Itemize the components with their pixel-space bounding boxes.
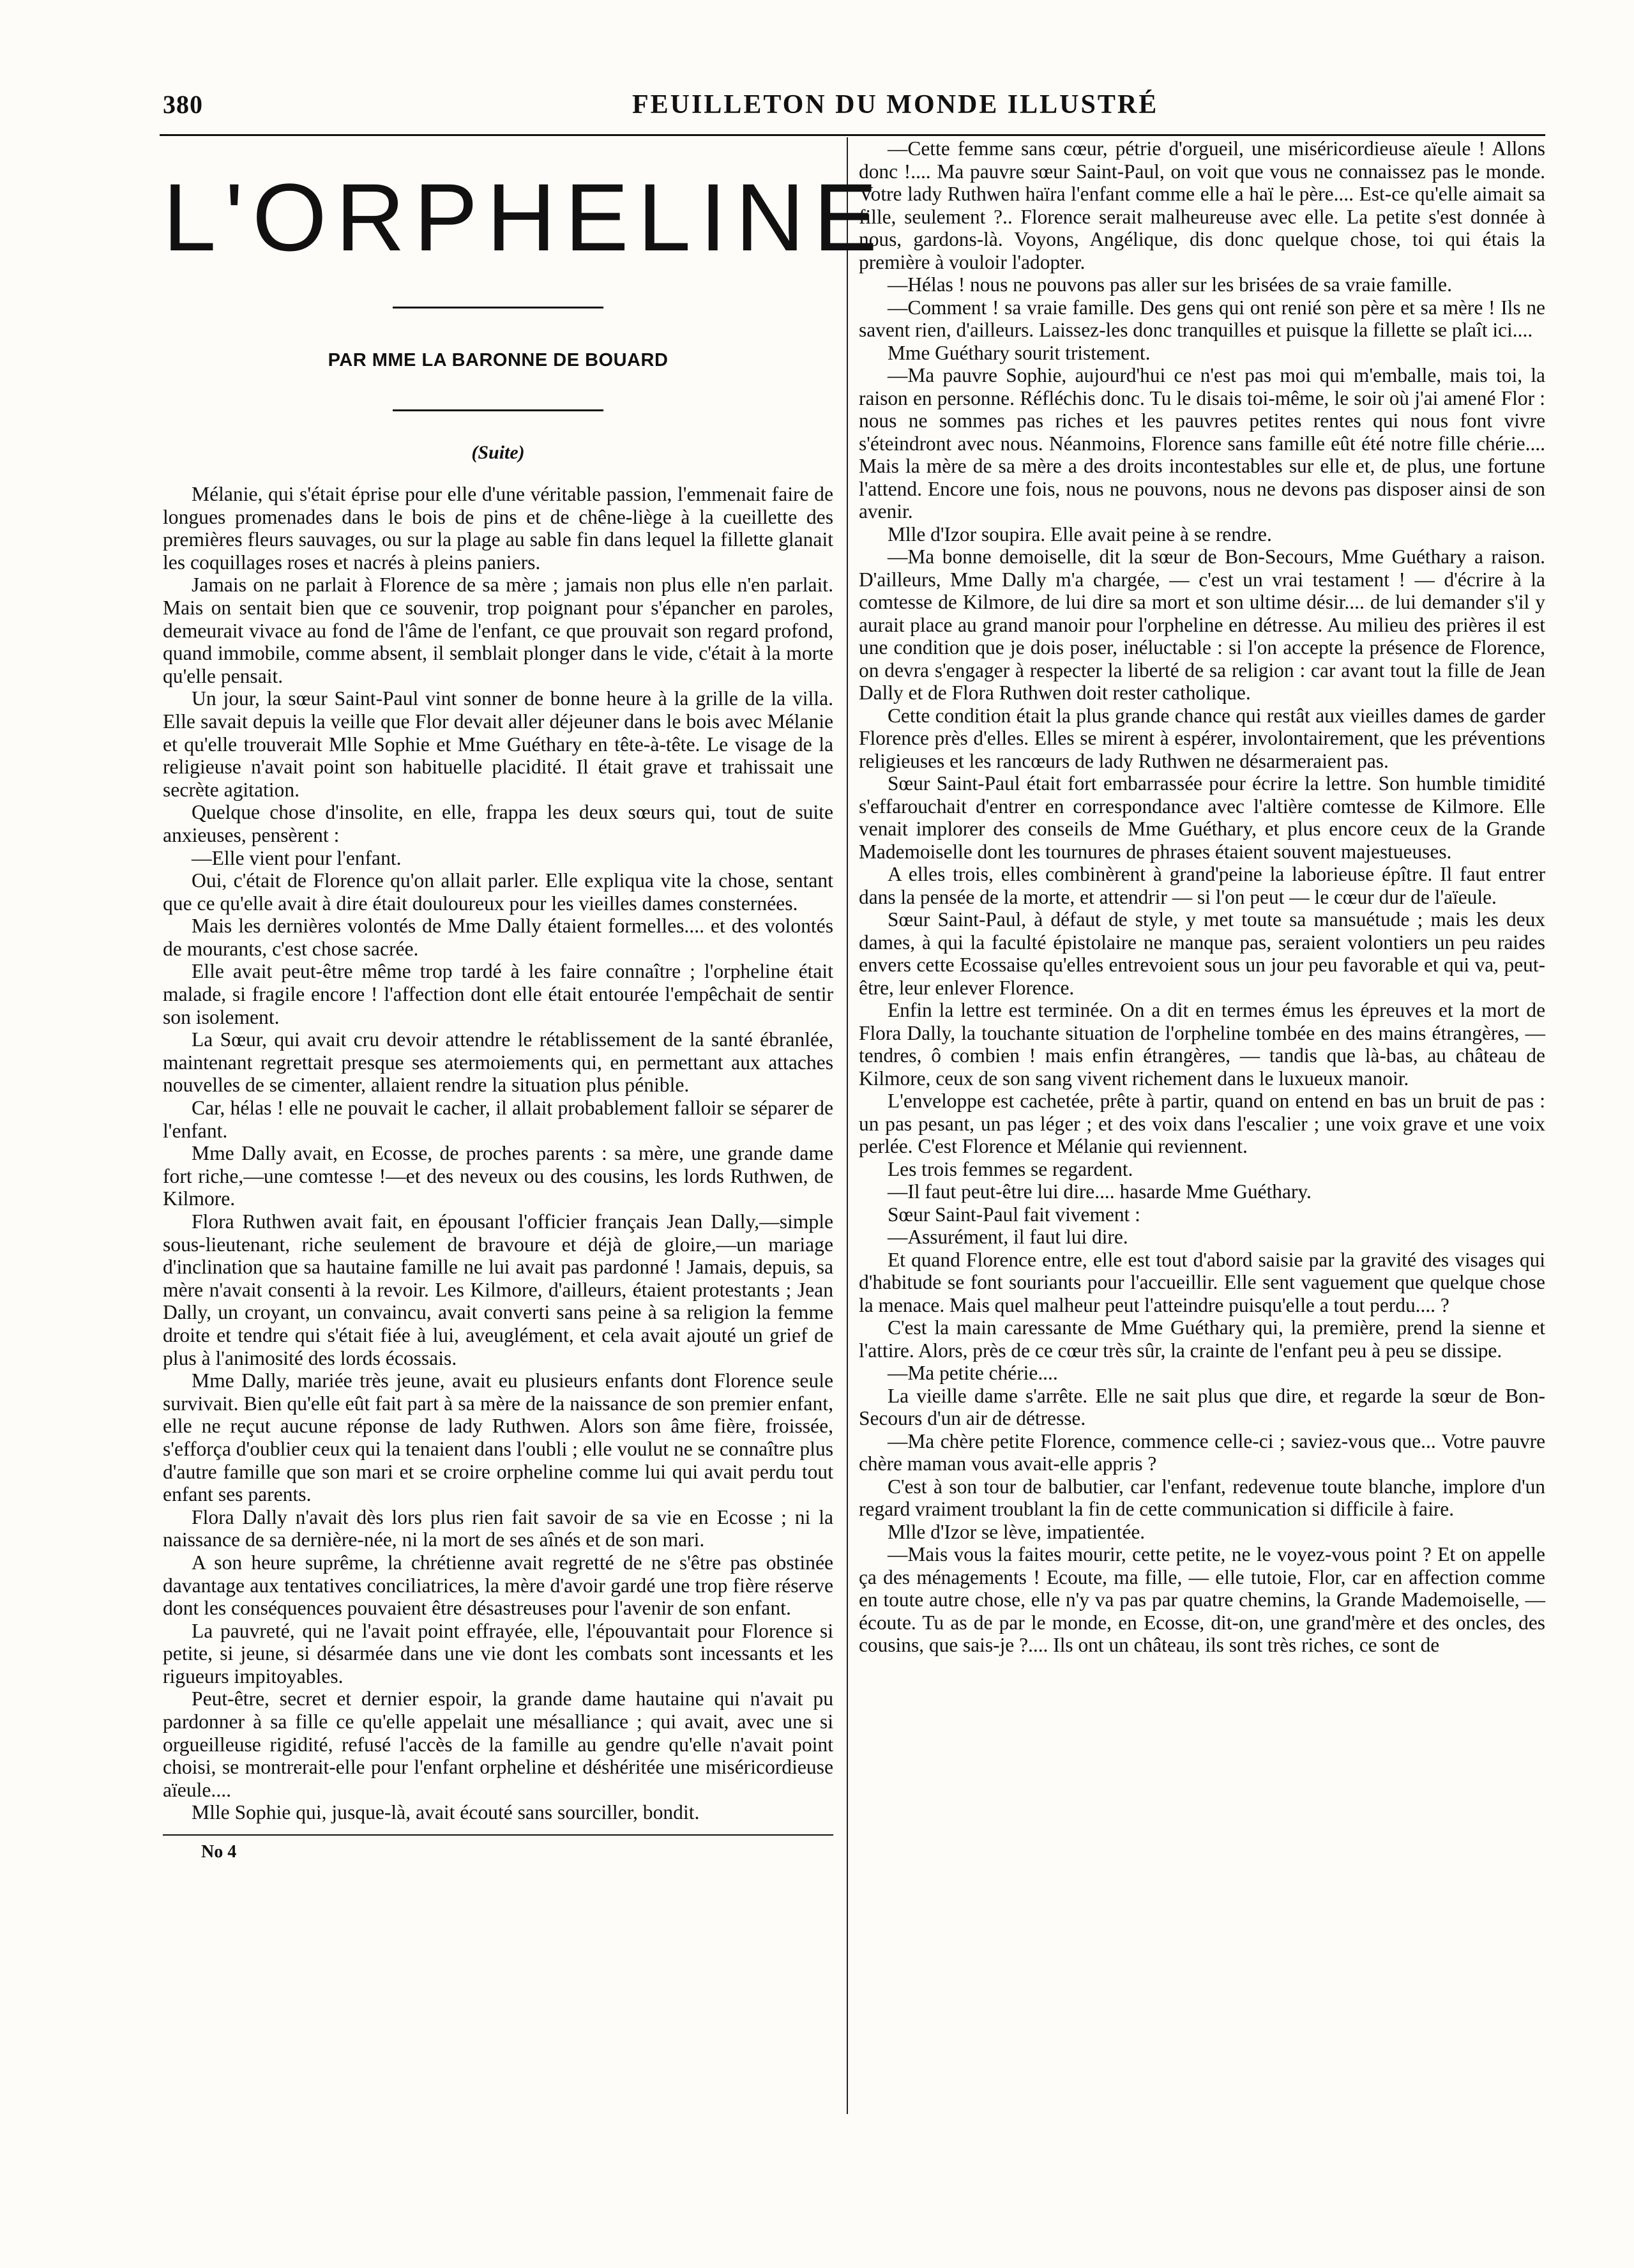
running-title: FEUILLETON DU MONDE ILLUSTRÉ [632, 90, 1159, 119]
paragraph: C'est à son tour de balbutier, car l'enfant, redevenue toute blanche, implore d'un regard vraiment troublant la fin de cette communication si difficile à faire. [859, 1475, 1545, 1520]
paragraph: —Il faut peut-être lui dire.... hasarde Mme Guéthary. [888, 1180, 1312, 1203]
paragraph: Les trois femmes se regardent. [888, 1157, 1133, 1180]
header-rule [160, 134, 1545, 136]
paragraph: Cette condition était la plus grande chance qui restât aux vieilles dames de garder Florence près d'elles. Elles se mirent à espérer, involontairement, que les préventions religieuses et les rancœurs de lady Ruthwen ne désarmeraient pas. [859, 704, 1545, 772]
paragraph: —Hélas ! nous ne pouvons pas aller sur les brisées de sa vraie famille. [888, 273, 1452, 296]
title-rule [393, 307, 603, 308]
paragraph: Mais les dernières volontés de Mme Dally étaient formelles.... et des volontés de mourants, c'est chose sacrée. [163, 915, 833, 960]
paragraph: A son heure suprême, la chrétienne avait regretté de ne s'être pas obstinée davantage aux tentatives conciliatrices, la mère d'avoir gardé une trop fière réserve dont les conséquences pouvaient être désastreuses pour l'avenir de son enfant. [163, 1551, 833, 1620]
paragraph: —Ma chère petite Florence, commence celle-ci ; saviez-vous que... Votre pauvre chère maman vous avait-elle appris ? [859, 1429, 1545, 1475]
paragraph: La vieille dame s'arrête. Elle ne sait plus que dire, et regarde la sœur de Bon-Secours d'un air de détresse. [859, 1384, 1545, 1429]
paragraph: Sœur Saint-Paul, à défaut de style, y met toute sa mansuétude ; mais les deux dames, à qui la faculté épistolaire ne manque pas, seraient volontiers un peu raides envers cette Ecossaise qu'elles entrevoient sous un jour peu favorable et qui va, peut-être, leur enlever Florence. [859, 908, 1545, 999]
article-title: L'ORPHELINE [163, 164, 886, 271]
right-column [859, 137, 1545, 1657]
paragraph: Mme Dally, mariée très jeune, avait eu plusieurs enfants dont Florence seule survivait. Bien qu'elle eût fait part à sa mère de la naissance de son premier enfant, elle ne reçut aucune réponse de lady Ruthwen. Alors son âme fière, froissée, s'efforça d'oublier ceux qui la tenaient dans l'oubli ; elle voulut ne se connaître plus d'autre famille que son mari et se croire orpheline comme lui qui avait perdu tout enfant ses parents. [163, 1369, 833, 1506]
paragraph: Elle avait peut-être même trop tardé à les faire connaître ; l'orpheline était malade, si fragile encore ! l'affection dont elle était entourée l'empêchait de sentir son isolement. [163, 960, 833, 1028]
paragraph: Mlle d'Izor soupira. Elle avait peine à se rendre. [888, 522, 1272, 545]
paragraph: Sœur Saint-Paul fait vivement : [888, 1203, 1140, 1226]
paragraph: —Ma petite chérie.... [888, 1362, 1058, 1384]
paragraph: Sœur Saint-Paul était fort embarrassée pour écrire la lettre. Son humble timidité s'effarouchait d'entrer en correspondance avec l'altière comtesse de Kilmore. Elle venait implorer des conseils de Mme Guéthary, et plus encore ceux de la Grande Mademoiselle dont les tournures de phrases étaient souvent majestueuses. [859, 772, 1545, 863]
paragraph: Car, hélas ! elle ne pouvait le cacher, il allait probablement falloir se séparer de l'enfant. [163, 1097, 833, 1142]
paragraph: Oui, c'était de Florence qu'on allait parler. Elle expliqua vite la chose, sentant que ce qu'elle avait à dire était douloureux pour les vieilles dames consternées. [163, 869, 833, 915]
paragraph: Mme Dally avait, en Ecosse, de proches parents : sa mère, une grande dame fort riche,—une comtesse !—et des neveux ou des cousins, les lords Ruthwen, de Kilmore. [163, 1142, 833, 1210]
paragraph: Flora Dally n'avait dès lors plus rien fait savoir de sa vie en Ecosse ; ni la naissance de sa dernière-née, ni la mort de ses aînés et de son mari. [163, 1505, 833, 1551]
column-divider [847, 137, 848, 2114]
byline: PAR MME LA BARONNE DE BOUARD [328, 350, 669, 370]
column-end-rule [163, 1834, 833, 1836]
paragraph: La Sœur, qui avait cru devoir attendre le rétablissement de la santé ébranlée, maintenant regrettait presque ses atermoiements qui, en permettant aux attaches nouvelles de se cimenter, allaient rendre la situation plus pénible. [163, 1028, 833, 1097]
paragraph: Et quand Florence entre, elle est tout d'abord saisie par la gravité des visages qui d'habitude se font souriants pour l'accueillir. Elle sent vaguement que quelque chose la menace. Mais quel malheur peut l'atteindre puisqu'elle a tout perdu.... ? [859, 1248, 1545, 1316]
paragraph: La pauvreté, qui ne l'avait point effrayée, elle, l'épouvantait pour Florence si petite, si jeune, si désarmée dans une vie dont les combats sont incessants et les rigueurs impitoyables. [163, 1619, 833, 1687]
left-column [163, 137, 886, 1862]
paragraph: Mlle d'Izor se lève, impatientée. [888, 1520, 1146, 1543]
paragraph: —Cette femme sans cœur, pétrie d'orgueil, une miséricordieuse aïeule ! Allons donc !.... Ma pauvre sœur Saint-Paul, on voit que vous ne connaissez pas le monde. Votre lady Ruthwen haïra l'enfant comme elle a haï le père.... Est-ce qu'elle aimait sa fille, seulement ?.. Florence serait malheureuse avec elle. La petite s'est donnée à nous, gardons-là. Voyons, Angélique, dis donc quelque chose, toi qui étais la première à vouloir l'adopter. [859, 137, 1545, 273]
byline-rule [393, 409, 603, 411]
paragraph: Enfin la lettre est terminée. On a dit en termes émus les épreuves et la mort de Flora Dally, la touchante situation de l'orpheline tombée en des mains étrangères, — tendres, ô combien ! mais enfin étrangères, — tandis que là-bas, au château de Kilmore, ceux de son sang vivent richement dans le luxueux manoir. [859, 999, 1545, 1090]
paragraph: A elles trois, elles combinèrent à grand'peine la laborieuse épître. Il faut entrer dans la pensée de la morte, et attendrir — si l'on peut — le cœur dur de l'aïeule. [859, 863, 1545, 908]
paragraph: Un jour, la sœur Saint-Paul vint sonner de bonne heure à la grille de la villa. Elle savait depuis la veille que Flor devait aller déjeuner dans le bois avec Mélanie et qu'elle trouverait Mlle Sophie et Mme Guéthary en tête-à-tête. Le visage de la religieuse n'avait point son habituelle placidité. Il était grave et trahissait une secrète agitation. [163, 687, 833, 801]
paragraph: L'enveloppe est cachetée, prête à partir, quand on entend en bas un bruit de pas : un pas pesant, un pas léger ; et des voix dans l'escalier ; une voix grave et une voix perlée. C'est Florence et Mélanie qui reviennent. [859, 1090, 1545, 1157]
paragraph: —Elle vient pour l'enfant. [192, 846, 402, 869]
paragraph: Peut-être, secret et dernier espoir, la grande dame hautaine qui n'avait pu pardonner à sa fille ce qu'elle appelait une mésalliance ; qui avait, avec une si orgueilleuse rigidité, refusé l'accès de la famille au gendre qu'elle n'avait point choisi, se montrerait-elle pour l'enfant orpheline et déshéritée une miséricordieuse aïeule.... [163, 1687, 833, 1801]
paragraph: Jamais on ne parlait à Florence de sa mère ; jamais non plus elle n'en parlait. Mais on sentait bien que ce souvenir, trop poignant pour s'épancher en paroles, demeurait vivace au fond de l'âme de l'enfant, ce que prouvait son regard profond, quand immobile, comme absent, il semblait plonger dans le vide, c'était à la morte qu'elle pensait. [163, 574, 833, 687]
paragraph: —Assurément, il faut lui dire. [888, 1226, 1128, 1248]
paragraph: Mlle Sophie qui, jusque-là, avait écouté sans sourciller, bondit. [192, 1801, 700, 1824]
paragraph: —Ma bonne demoiselle, dit la sœur de Bon-Secours, Mme Guéthary a raison. D'ailleurs, Mme Dally m'a chargée, — c'est un vrai testament ! — d'écrire à la comtesse de Kilmore, de lui dire sa mort et son ultime désir.... de lui demander s'il y aurait place au grand manoir pour l'orpheline en détresse. Au milieu des prières il est une condition que je dois poser, inéluctable : si l'on accepte la présence de Florence, on devra s'engager à respecter la liberté de sa religion : car avant tout la fille de Jean Dally et de Flora Ruthwen doit rester catholique. [859, 545, 1545, 704]
paragraph: —Ma pauvre Sophie, aujourd'hui ce n'est pas moi qui m'emballe, mais toi, la raison en personne. Réfléchis donc. Tu le disais toi-même, le soir où j'ai amené Flor : nous ne sommes pas riches et les pauvres petites rentes qui nous font vivre s'éteindront avec nous. Néanmoins, Florence sans famille eût été notre fille chérie.... Mais la mère de sa mère a des droits incontestables sur elle et, de plus, une fortune l'attend. Encore une fois, nous ne pouvons, nous ne devons pas disposer ainsi de son avenir. [859, 364, 1545, 522]
paragraph: Quelque chose d'insolite, en elle, frappa les deux sœurs qui, tout de suite anxieuses, pensèrent : [163, 801, 833, 846]
paragraph: Mélanie, qui s'était éprise pour elle d'une véritable passion, l'emmenait faire de longues promenades dans le bois de pins et de chêne-liège à la cueillette des premières fleurs sauvages, ou sur la plage au sable fin dans lequel la fillette glanait les coquillages roses et nacrés à pleins paniers. [163, 483, 833, 574]
paragraph: Flora Ruthwen avait fait, en épousant l'officier français Jean Dally,—simple sous-lieutenant, riche seulement de bravoure et déjà de gloire,—un mariage d'inclination que sa hautaine famille ne lui avait pas pardonné ! Jamais, depuis, sa mère n'avait consenti à la revoir. Les Kilmore, d'ailleurs, étaient protestants ; Jean Dally, un croyant, un convaincu, avait converti sans peine à sa religion la femme droite et tendre qui s'était fiée à lui, aveuglément, et cela avait ajouté un grief de plus à l'animosité des lords écossais. [163, 1210, 833, 1369]
paragraph: Mme Guéthary sourit tristement. [888, 341, 1151, 364]
continued-label: (Suite) [471, 442, 525, 463]
paragraph: —Mais vous la faites mourir, cette petite, ne le voyez-vous point ? Et on appelle ça des ménagements ! Ecoute, ma fille, — elle tutoie, Flor, car en affection comme en toute autre chose, elle n'y va pas par quatre chemins, la Grande Mademoiselle, — écoute. Tu as de par le monde, en Ecosse, dit-on, une grand'mère et des oncles, des cousins, que sais-je ?.... Ils ont un château, ils sont très riches, ce sont de [859, 1543, 1545, 1656]
issue-number: No 4 [201, 1842, 237, 1862]
paragraph: C'est la main caressante de Mme Guéthary qui, la première, prend la sienne et l'attire. Alors, près de ce cœur très sûr, la crainte de l'enfant peu à peu se dissipe. [859, 1316, 1545, 1362]
paragraph: —Comment ! sa vraie famille. Des gens qui ont renié son père et sa mère ! Ils ne savent rien, d'ailleurs. Laissez-les donc tranquilles et puisque la fillette se plaît ici.... [859, 296, 1545, 341]
page-number: 380 [163, 90, 203, 119]
